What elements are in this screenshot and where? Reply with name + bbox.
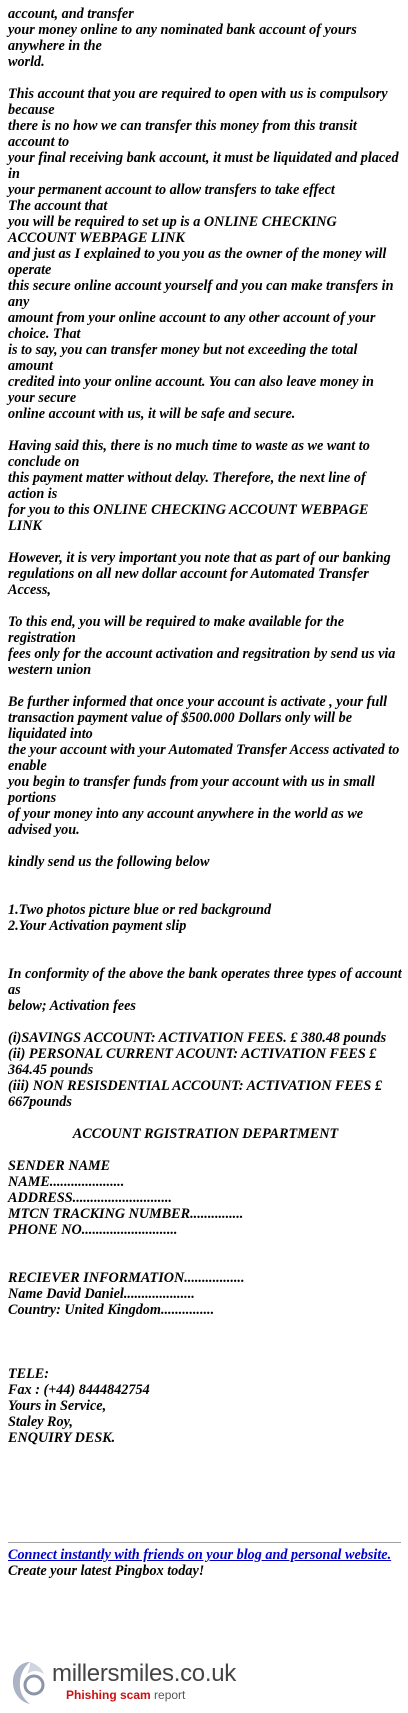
text-line: online account with us, it will be safe and secure. — [8, 406, 296, 422]
text-line: account, and transfer — [8, 6, 134, 22]
text-line: there is no how we can transfer this money from this transit account to — [8, 118, 357, 150]
sender-form — [8, 1158, 403, 1238]
text-line: However, it is very important you note that as part of our banking — [8, 550, 391, 566]
logo-subtitle — [66, 1688, 185, 1702]
shield-logo-icon — [8, 1658, 52, 1706]
text-line: To this end, you will be required to make available for the registration — [8, 614, 345, 646]
text-line: this secure online account yourself and you can make transfers in any — [8, 278, 394, 310]
receiver-info — [8, 1270, 403, 1318]
text-line: kindly send us the following below — [8, 854, 210, 870]
text-line: this payment matter without delay. Therefore, the next line of action is — [8, 470, 366, 502]
text-line: western union — [8, 662, 92, 678]
text-line: your final receiving bank account, it must be liquidated and placed in — [8, 150, 399, 182]
logo-subtitle-grey: report — [150, 1688, 186, 1702]
form-line: SENDER NAME — [8, 1158, 111, 1174]
text-line: Staley Roy, — [8, 1414, 73, 1430]
paragraph-transfer — [8, 6, 403, 70]
text-line: In conformity of the above the bank operates three types of account as — [8, 966, 402, 998]
fees-list — [8, 1030, 403, 1110]
text-line: your money online to any nominated bank account of yours anywhere in the — [8, 22, 357, 54]
text-line: Be further informed that once your account is activate , your full — [8, 694, 388, 710]
form-line: MTCN TRACKING NUMBER............... — [8, 1206, 244, 1222]
paragraph-send-following — [8, 854, 403, 870]
requirement-item: 2.Your Activation payment slip — [8, 918, 187, 934]
text-line: transaction payment value of $500.000 Dollars only will be liquidated into — [8, 710, 353, 742]
fee-item: (iii) NON RESISDENTIAL ACCOUNT: ACTIVATION FEES £ 667pounds — [8, 1078, 382, 1110]
paragraph-next-action — [8, 438, 403, 534]
text-line: fees only for the account activation and regsitration by send us via — [8, 646, 396, 662]
text-line: for you to this ONLINE CHECKING ACCOUNT WEBPAGE LINK — [8, 502, 369, 534]
logo-subtitle-red: Phishing scam — [66, 1688, 151, 1702]
form-line: NAME..................... — [8, 1174, 125, 1190]
signature-divider — [8, 1542, 401, 1543]
text-line: you will be required to set up is a ONLINE CHECKING ACCOUNT WEBPAGE LINK — [8, 214, 337, 246]
contact-block — [8, 1366, 403, 1446]
paragraph-regulations — [8, 550, 403, 598]
fee-item: (ii) PERSONAL CURRENT ACOUNT: ACTIVATION FEES £ 364.45 pounds — [8, 1046, 377, 1078]
text-line: and just as I explained to you you as the owner of the money will operate — [8, 246, 387, 278]
paragraph-account-compulsory — [8, 86, 403, 422]
text-line: credited into your online account. You can also leave money in your secure — [8, 374, 374, 406]
fees-intro — [8, 966, 403, 1014]
form-line: Name David Daniel.................... — [8, 1286, 195, 1302]
signature-tagline: Create your latest Pingbox today! — [8, 1563, 205, 1579]
form-line: Country: United Kingdom............... — [8, 1302, 215, 1318]
text-line: Having said this, there is no much time to waste as we want to conclude on — [8, 438, 370, 470]
text-line: This account that you are required to open with us is compulsory because — [8, 86, 388, 118]
text-line: Yours in Service, — [8, 1398, 107, 1414]
fee-item: (i)SAVINGS ACCOUNT: ACTIVATION FEES. £ 380.48 pounds — [8, 1030, 387, 1046]
logo-wordmark: millersmiles.co.uk — [52, 1660, 236, 1687]
text-line: of your money into any account anywhere in the world as we advised you. — [8, 806, 364, 838]
text-line: below; Activation fees — [8, 998, 136, 1014]
form-line: PHONE NO........................... — [8, 1222, 178, 1238]
text-line: ENQUIRY DESK. — [8, 1430, 116, 1446]
requirement-item: 1.Two photos picture blue or red background — [8, 902, 272, 918]
text-line: TELE: — [8, 1366, 49, 1382]
text-line: world. — [8, 54, 45, 70]
text-line: amount from your online account to any other account of your choice. That — [8, 310, 376, 342]
department-heading: ACCOUNT RGISTRATION DEPARTMENT — [72, 1126, 339, 1142]
text-line: is to say, you can transfer money but not exceeding the total amount — [8, 342, 358, 374]
text-line: regulations on all new dollar account for Automated Transfer Access, — [8, 566, 369, 598]
paragraph-activation — [8, 694, 403, 838]
email-signature — [8, 1547, 403, 1579]
paragraph-registration-fees — [8, 614, 403, 678]
text-line: The account that — [8, 198, 108, 214]
email-body — [8, 6, 403, 1579]
requirements-list — [8, 902, 403, 934]
text-line: you begin to transfer funds from your account with us in small portions — [8, 774, 375, 806]
text-line: Fax : (+44) 8444842754 — [8, 1382, 150, 1398]
form-line: ADDRESS............................ — [8, 1190, 172, 1206]
pingbox-link[interactable]: Connect instantly with friends on your blog and personal website. — [8, 1547, 392, 1563]
millersmiles-logo — [8, 1658, 236, 1708]
text-line: the your account with your Automated Transfer Access activated to enable — [8, 742, 400, 774]
text-line: your permanent account to allow transfers to take effect — [8, 182, 335, 198]
form-line: RECIEVER INFORMATION................. — [8, 1270, 245, 1286]
